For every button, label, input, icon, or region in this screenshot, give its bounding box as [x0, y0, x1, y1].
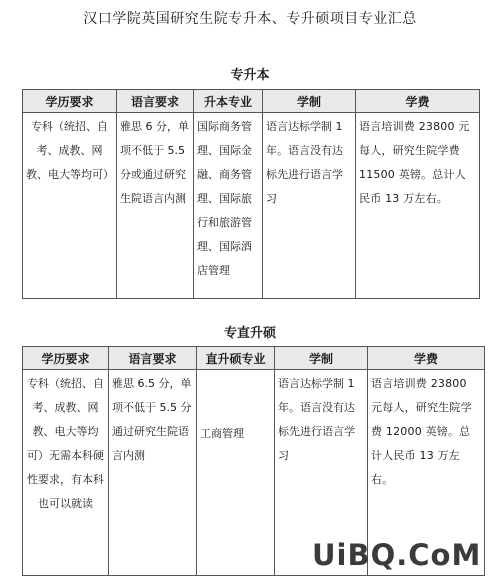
cell-education: 专科（统招、自考、成教、网教、电大等均可）无需本科硬性要求，有本科也可以就读 [23, 370, 109, 576]
cell-major: 工商管理 [197, 370, 275, 576]
header-education: 学历要求 [23, 347, 109, 370]
cell-fee: 语言培训费 23800 元每人，研究生院学费 11500 英镑。总计人民币 13 万左右。 [356, 113, 480, 299]
table-header-row [23, 347, 485, 370]
section-title-direct-master: 专直升硕 [223, 326, 276, 341]
header-language: 语言要求 [117, 90, 194, 113]
cell-duration: 语言达标学制 1 年。语言没有达标先进行语言学习 [263, 113, 356, 299]
header-fee: 学费 [368, 347, 485, 370]
header-duration: 学制 [275, 347, 368, 370]
cell-fee: 语言培训费 23800 元每人，研究生院学费 12000 英镑。总计人民币 13 万左右。 [368, 370, 485, 576]
cell-major: 国际商务管理、国际金融、商务管理、国际旅行和旅游管理、国际酒店管理 [194, 113, 263, 299]
header-education: 学历要求 [23, 90, 117, 113]
header-fee: 学费 [356, 90, 480, 113]
section-title-upgrade-bachelor: 专升本 [230, 68, 270, 83]
cell-language: 雅思 6.5 分，单项不低于 5.5 分通过研究生院语言内测 [109, 370, 197, 576]
cell-duration: 语言达标学制 1 年。语言没有达标先进行语言学习 [275, 370, 368, 576]
header-major: 直升硕专业 [197, 347, 275, 370]
watermark-logo: UiBQ.CoM [312, 538, 482, 572]
header-major: 升本专业 [194, 90, 263, 113]
header-language: 语言要求 [109, 347, 197, 370]
header-duration: 学制 [263, 90, 356, 113]
program-table-upgrade-bachelor [22, 89, 480, 299]
table-row [23, 113, 480, 299]
table-header-row [23, 90, 480, 113]
cell-language: 雅思 6 分，单项不低于 5.5 分或通过研究生院语言内测 [117, 113, 194, 299]
document-title: 汉口学院英国研究生院专升本、专升硕项目专业汇总 [83, 11, 417, 27]
cell-education: 专科（统招、自考、成教、网教、电大等均可） [23, 113, 117, 299]
